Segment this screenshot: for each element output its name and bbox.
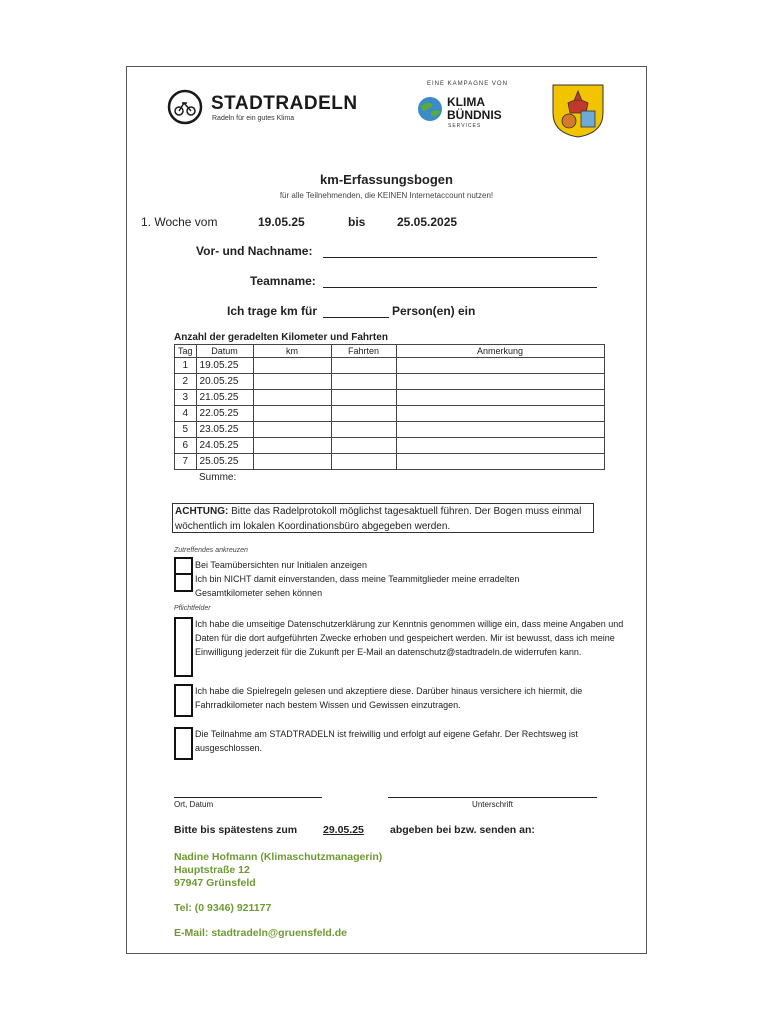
contact-email[interactable]: E-Mail: stadtradeln@gruensfeld.de [174, 927, 348, 939]
place-date-field[interactable] [174, 797, 322, 798]
fahrten-cell[interactable] [331, 438, 396, 454]
klima-line1: KLIMA [447, 95, 485, 109]
table-row [175, 390, 605, 406]
week-label: 1. Woche vom [141, 215, 218, 229]
anmerkung-cell[interactable] [396, 374, 604, 390]
notice-box [172, 503, 594, 533]
table-row [175, 438, 605, 454]
sum-km-cell[interactable] [253, 470, 331, 486]
anmerkung-cell[interactable] [396, 358, 604, 374]
row-datum: 25.05.25 [196, 454, 253, 470]
persons-field[interactable] [323, 317, 389, 318]
form-page [126, 66, 647, 954]
row-tag: 5 [175, 422, 197, 438]
stadtradeln-logo [167, 89, 367, 129]
contact-tel: Tel: (0 9346) 921177 [174, 902, 272, 914]
contact-name: Nadine Hofmann (Klimaschutzmanagerin) [174, 851, 383, 863]
rules-checkbox[interactable] [174, 684, 193, 717]
col-tag: Tag [175, 345, 197, 358]
row-datum: 24.05.25 [196, 438, 253, 454]
row-tag: 7 [175, 454, 197, 470]
klima-line3: SERVICES [448, 123, 482, 129]
km-log-table [174, 344, 605, 485]
name-label: Vor- und Nachname: [196, 244, 313, 258]
col-anmerkung: Anmerkung [396, 345, 604, 358]
km-cell[interactable] [253, 406, 331, 422]
row-datum: 22.05.25 [196, 406, 253, 422]
km-cell[interactable] [253, 358, 331, 374]
persons-suffix: Person(en) ein [392, 304, 476, 318]
logo-title: STADTRADELN [211, 93, 358, 114]
deadline-date: 29.05.25 [323, 824, 364, 836]
row-tag: 4 [175, 406, 197, 422]
table-row [175, 358, 605, 374]
fahrten-cell[interactable] [331, 390, 396, 406]
km-cell[interactable] [253, 422, 331, 438]
team-field[interactable] [323, 287, 597, 288]
anmerkung-cell[interactable] [396, 422, 604, 438]
deadline-prefix: Bitte bis spätestens zum [174, 824, 298, 836]
row-tag: 2 [175, 374, 197, 390]
anmerkung-cell[interactable] [396, 454, 604, 470]
week-end: 25.05.2025 [397, 215, 458, 229]
form-title: km-Erfassungsbogen [320, 172, 453, 187]
klima-line2: BÜNDNIS [447, 108, 502, 122]
row-tag: 3 [175, 390, 197, 406]
row-datum: 20.05.25 [196, 374, 253, 390]
place-date-label: Ort, Datum [174, 800, 214, 809]
km-cell[interactable] [253, 454, 331, 470]
row-datum: 21.05.25 [196, 390, 253, 406]
form-subtitle: für alle Teilnehmenden, die KEINEN Internetaccount nutzen! [279, 191, 494, 200]
required-item2: Ich habe die Spielregeln gelesen und akzeptiere diese. Darüber hinaus versichere ich hiermit, die Fahrradkilometer nach bestem Wissen und Gewissen einzutragen. [195, 686, 583, 710]
bicycle-logo-icon [167, 89, 203, 125]
required-item1: Ich habe die umseitige Datenschutzerklärung zur Kenntnis genommen willige ein, dass meine Angaben und Daten für die dort aufgeführten Zwecke erhoben und gespeichert werden. Mir ist bewusst, dass ich meine Einwilligung jederzeit für die Zukunft per E-Mail an datenschutz@stadtradeln.de widerrufen kann. [195, 619, 624, 657]
required-label: Pflichtfelder [174, 605, 211, 612]
campaign-label: EINE KAMPAGNE VON [427, 81, 508, 87]
row-datum: 19.05.25 [196, 358, 253, 374]
table-row [175, 454, 605, 470]
optional-label: Zutreffendes ankreuzen [174, 547, 248, 554]
km-cell[interactable] [253, 438, 331, 454]
col-datum: Datum [196, 345, 253, 358]
notice-bold: ACHTUNG: [175, 506, 229, 517]
km-cell[interactable] [253, 374, 331, 390]
fahrten-cell[interactable] [331, 358, 396, 374]
globe-icon [417, 96, 443, 122]
privacy-checkbox[interactable] [174, 617, 193, 677]
logo-subtitle: Radeln für ein gutes Klima [212, 115, 295, 122]
not-agree-checkbox[interactable] [174, 573, 193, 592]
optional-item1: Bei Teamübersichten nur Initialen anzeigen [195, 560, 367, 570]
deadline-suffix: abgeben bei bzw. senden an: [390, 824, 535, 836]
persons-prefix: Ich trage km für [227, 304, 318, 318]
klima-buendnis-logo [417, 81, 527, 133]
row-tag: 1 [175, 358, 197, 374]
table-row [175, 406, 605, 422]
risk-checkbox[interactable] [174, 727, 193, 760]
name-field[interactable] [323, 257, 597, 258]
fahrten-cell[interactable] [331, 374, 396, 390]
fahrten-cell[interactable] [331, 406, 396, 422]
optional-item2: Ich bin NICHT damit einverstanden, dass meine Teammitglieder meine erradelten Gesamtkilometer sehen können [195, 574, 520, 598]
table-row [175, 422, 605, 438]
week-start: 19.05.25 [258, 215, 305, 229]
col-km: km [253, 345, 331, 358]
sum-row [175, 470, 605, 486]
signature-label: Unterschrift [472, 800, 513, 809]
col-fahrten: Fahrten [331, 345, 396, 358]
anmerkung-cell[interactable] [396, 406, 604, 422]
contact-street: Hauptstraße 12 [174, 864, 250, 876]
week-to: bis [348, 215, 366, 229]
contact-city: 97947 Grünsfeld [174, 877, 256, 889]
km-cell[interactable] [253, 390, 331, 406]
sum-label: Summe: [199, 472, 237, 483]
municipal-crest-icon [551, 83, 605, 139]
notice-text: Bitte das Radelprotokoll möglichst tagesaktuell führen. Der Bogen muss einmal wöchentlich im lokalen Koordinationsbüro abgegeben werden. [175, 506, 582, 532]
row-datum: 23.05.25 [196, 422, 253, 438]
signature-field[interactable] [388, 797, 597, 798]
fahrten-cell[interactable] [331, 422, 396, 438]
anmerkung-cell[interactable] [396, 438, 604, 454]
table-row [175, 374, 605, 390]
anmerkung-cell[interactable] [396, 390, 604, 406]
table-caption: Anzahl der geradelten Kilometer und Fahrten [174, 332, 388, 343]
row-tag: 6 [175, 438, 197, 454]
required-item3: Die Teilnahme am STADTRADELN ist freiwillig und erfolgt auf eigene Gefahr. Der Rechtsweg ist ausgeschlossen. [195, 729, 578, 753]
team-label: Teamname: [250, 274, 316, 288]
fahrten-cell[interactable] [331, 454, 396, 470]
